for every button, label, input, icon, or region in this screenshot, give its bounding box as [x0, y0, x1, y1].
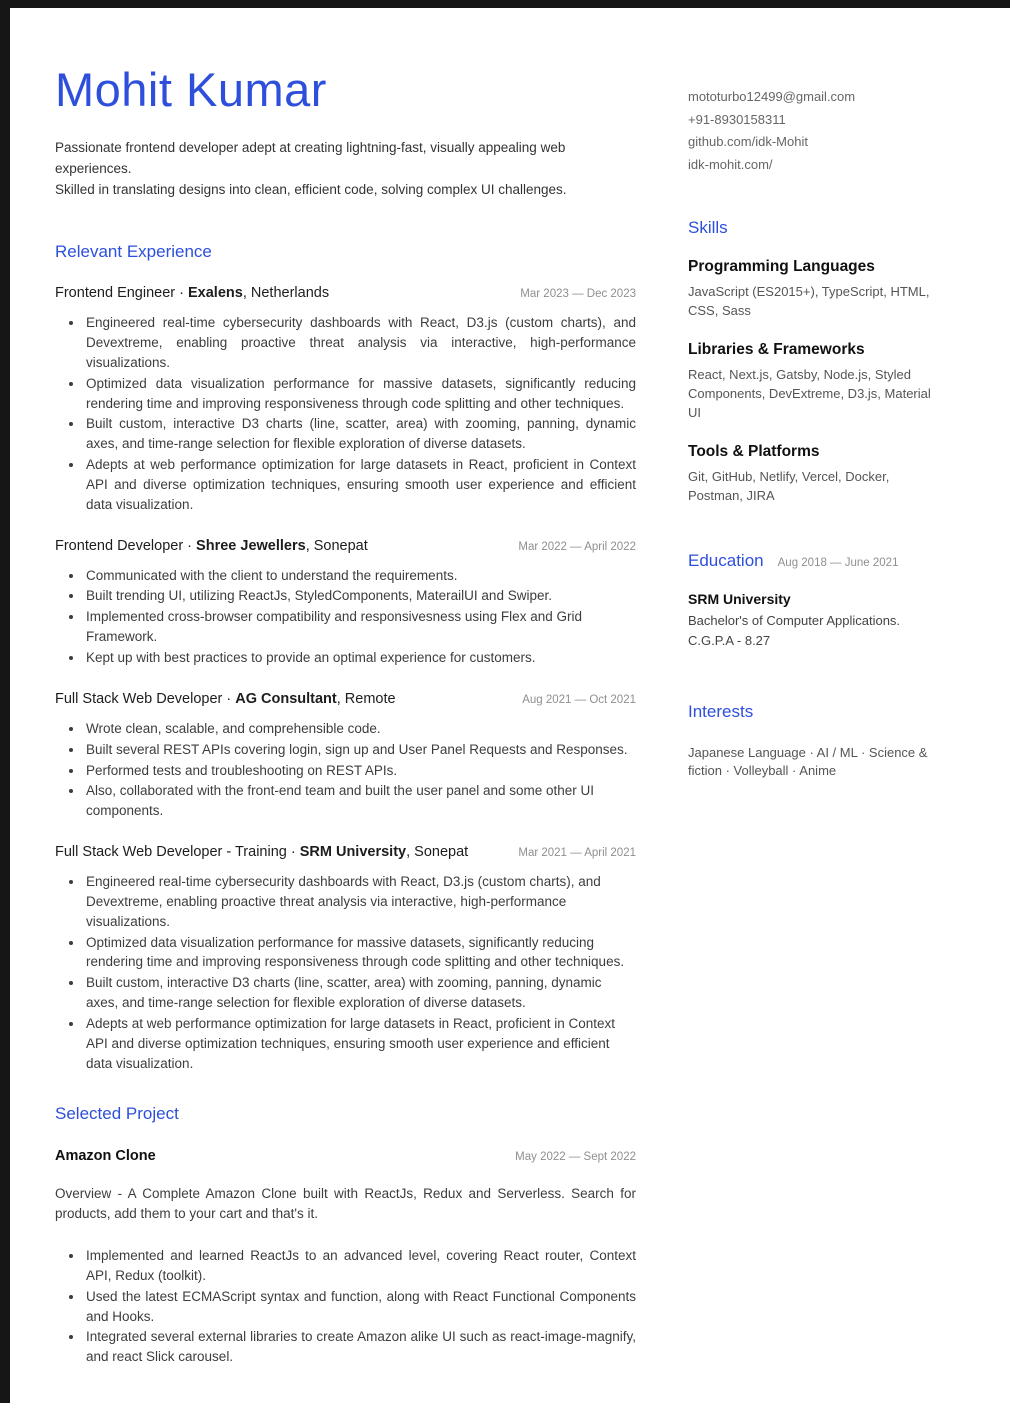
job-location: , Sonepat: [305, 537, 368, 554]
job-bullet: • Optimized data visualization performance for massive datasets, significantly reducing rendering time and improving responsiveness through code splitting and other techniques.: [84, 933, 636, 973]
main-column: [55, 64, 636, 1387]
education-header: [688, 551, 940, 571]
summary: [55, 137, 636, 201]
education-school: SRM University: [688, 591, 791, 608]
contact-github: github.com/idk-Mohit: [688, 134, 808, 150]
skill-group-name: Libraries & Frameworks: [688, 341, 865, 359]
job-bullet: • Built several REST APIs covering login, sign up and User Panel Requests and Responses.: [84, 740, 636, 760]
job-bullet: • Wrote clean, scalable, and comprehensible code.: [84, 719, 636, 739]
job-bullet: • Also, collaborated with the front-end team and built the user panel and some other UI components.: [84, 781, 636, 821]
skill-group-tools: [688, 443, 940, 506]
project-header: [55, 1148, 636, 1164]
job-location: , Sonepat: [406, 844, 469, 861]
project-bullet: • Integrated several external libraries to create Amazon alike UI such as react-image-magnify, and react Slick carousel.: [84, 1327, 636, 1367]
job-bullet: • Engineered real-time cybersecurity dashboards with React, D3.js (custom charts), and Devextreme, enabling proactive threat analysis via interactive, high-performance visualizations.: [84, 872, 636, 932]
job-bullet: • Built custom, interactive D3 charts (line, scatter, area) with zooming, panning, dynamic axes, and time-range selection for flexible exploration of diverse datasets.: [84, 973, 636, 1013]
job-dates: Mar 2022 — April 2022: [518, 540, 636, 553]
page-frame-top: [0, 0, 1010, 8]
job-dates: Mar 2021 — April 2021: [518, 847, 636, 860]
contact-block: [688, 86, 940, 176]
job-dates: Mar 2023 — Dec 2023: [520, 288, 636, 301]
job-bullet: • Built custom, interactive D3 charts (line, scatter, area) with zooming, panning, dynamic axes, and time-range selection for flexible exploration of diverse datasets.: [84, 414, 636, 454]
job-bullet-list: [55, 313, 636, 514]
job-bullet: • Engineered real-time cybersecurity dashboards with React, D3.js (custom charts), and Devextreme, enabling proactive threat analysis via interactive, high-performance visualizations.: [84, 313, 636, 373]
skill-group-name: Programming Languages: [688, 258, 875, 276]
job-bullet: • Optimized data visualization performance for massive datasets, significantly reducing rendering time and improving responsiveness through code splitting and other techniques.: [84, 374, 636, 414]
project-amazon-clone: [55, 1148, 636, 1368]
sidebar-column: [688, 64, 940, 1387]
section-heading-project: Selected Project: [55, 1103, 179, 1123]
contact-email: mototurbo12499@gmail.com: [688, 89, 856, 104]
job-header: [55, 538, 636, 554]
job-bullet: • Adepts at web performance optimization for large datasets in React, proficient in Context API and diverse optimization techniques, ensuring smooth user experience and efficient data visualization.: [84, 1014, 636, 1074]
job-company: SRM University: [299, 844, 407, 861]
job-dates: Aug 2021 — Oct 2021: [522, 693, 636, 706]
job-header: [55, 844, 636, 860]
job-role: Full Stack Web Developer - Training ·: [55, 844, 300, 861]
job-bullet: • Performed tests and troubleshooting on REST APIs.: [84, 761, 636, 781]
job-title: [55, 538, 368, 554]
education-gpa: C.G.P.A - 8.27: [688, 633, 771, 649]
job-company: Shree Jewellers: [196, 537, 306, 554]
job-title: [55, 691, 396, 707]
resume-page: [10, 8, 1010, 1387]
skill-group-languages: [688, 258, 940, 321]
page-frame-left: [0, 0, 10, 1403]
job-bullet: • Built trending UI, utilizing ReactJs, StyledComponents, MaterailUI and Swiper.: [84, 586, 636, 606]
education-degree: Bachelor's of Computer Applications.: [688, 613, 901, 629]
contact-phone: +91-8930158311: [688, 111, 786, 127]
job-title: [55, 844, 468, 860]
education-dates: Aug 2018 — June 2021: [777, 557, 899, 570]
job-role: Frontend Engineer ·: [55, 285, 188, 302]
project-overview: Overview - A Complete Amazon Clone built with ReactJs, Redux and Serverless. Search for products, add them to your cart and that's it.: [55, 1185, 636, 1221]
job-shree-jewellers: [55, 538, 636, 668]
job-company: AG Consultant: [235, 690, 337, 707]
section-heading-experience: Relevant Experience: [55, 242, 212, 262]
job-ag-consultant: [55, 691, 636, 821]
contact-website: idk-mohit.com/: [688, 156, 773, 172]
project-name: Amazon Clone: [55, 1147, 156, 1164]
project-bullet: • Used the latest ECMAScript syntax and function, along with React Functional Components and Hooks.: [84, 1287, 636, 1327]
job-bullet: • Implemented cross-browser compatibility and responsivesness using Flex and Grid Framework.: [84, 607, 636, 647]
section-heading-skills: Skills: [688, 218, 728, 238]
skill-group-items: React, Next.js, Gatsby, Node.js, Styled Components, DevExtreme, D3.js, Material UI: [688, 367, 931, 420]
skill-group-items: Git, GitHub, Netlify, Vercel, Docker, Postman, JIRA: [688, 468, 890, 503]
project-dates: May 2022 — Sept 2022: [515, 1150, 636, 1163]
section-heading-interests: Interests: [688, 701, 754, 721]
job-header: [55, 691, 636, 707]
job-srm-training: [55, 844, 636, 1073]
job-exalens: [55, 285, 636, 514]
summary-line-1: Passionate frontend developer adept at creating lightning-fast, visually appealing web experiences.: [55, 139, 566, 176]
job-title: [55, 285, 329, 301]
skill-group-items: JavaScript (ES2015+), TypeScript, HTML, CSS, Sass: [688, 284, 930, 319]
section-heading-education: Education: [688, 551, 764, 571]
project-bullet: • Implemented and learned ReactJs to an advanced level, covering React router, Context API, Redux (toolkit).: [84, 1246, 636, 1286]
skill-group-frameworks: [688, 341, 940, 423]
person-name: Mohit Kumar: [55, 63, 327, 116]
job-location: , Remote: [336, 690, 396, 707]
job-location: , Netherlands: [242, 285, 330, 302]
job-bullet-list: [55, 719, 636, 821]
job-bullet-list: [55, 872, 636, 1073]
job-bullet: • Kept up with best practices to provide an optimal experience for customers.: [84, 648, 636, 668]
summary-line-2: Skilled in translating designs into clean, efficient code, solving complex UI challenges.: [55, 182, 567, 197]
job-role: Full Stack Web Developer ·: [55, 690, 236, 707]
job-header: [55, 285, 636, 301]
job-company: Exalens: [188, 285, 243, 302]
job-bullet-list: [55, 566, 636, 668]
job-role: Frontend Developer ·: [55, 537, 197, 554]
job-bullet: • Adepts at web performance optimization for large datasets in React, proficient in Context API and diverse optimization techniques, ensuring smooth user experience and efficient data visualization.: [84, 455, 636, 515]
interests-items: Japanese Language · AI / ML · Science & fiction · Volleyball · Anime: [688, 744, 928, 779]
project-bullet-list: [55, 1246, 636, 1367]
skill-group-name: Tools & Platforms: [688, 442, 820, 460]
job-bullet: • Communicated with the client to understand the requirements.: [84, 566, 636, 586]
